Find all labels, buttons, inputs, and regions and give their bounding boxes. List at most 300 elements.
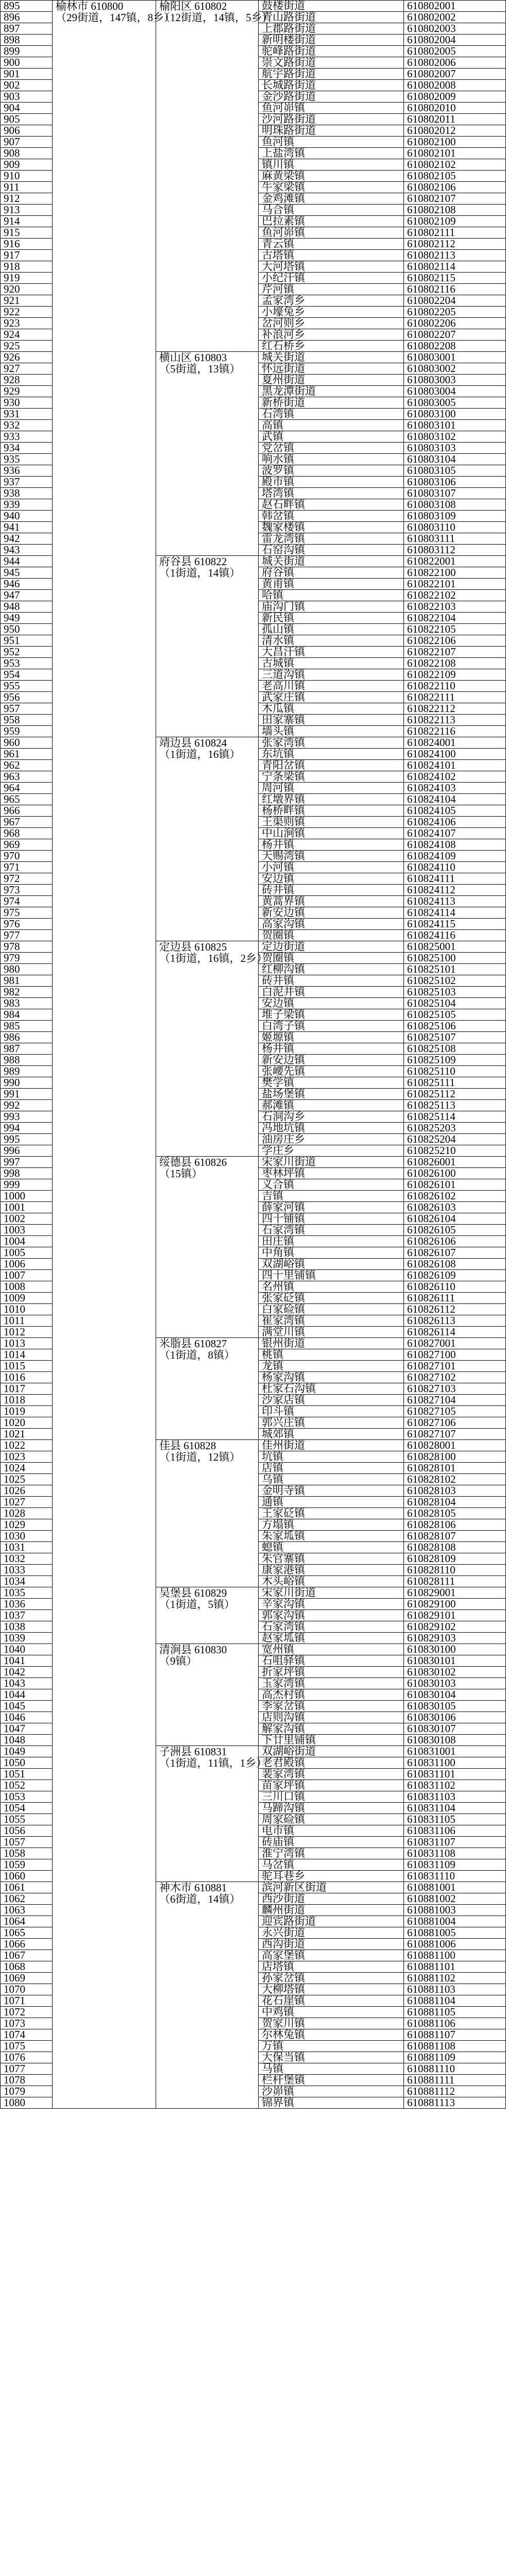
township-name: 巴拉素镇 xyxy=(259,216,404,227)
row-number: 988 xyxy=(1,1055,53,1066)
row-number: 973 xyxy=(1,885,53,896)
row-number: 990 xyxy=(1,1077,53,1089)
township-name: 三川口镇 xyxy=(259,1791,404,1803)
row-number: 1041 xyxy=(1,1655,53,1667)
row-number: 927 xyxy=(1,363,53,375)
township-name: 麟州街道 xyxy=(259,1905,404,1916)
row-number: 957 xyxy=(1,703,53,715)
row-number: 1073 xyxy=(1,2018,53,2029)
township-name: 木头峪镇 xyxy=(259,1576,404,1587)
row-number: 1079 xyxy=(1,2086,53,2097)
row-number: 1005 xyxy=(1,1247,53,1259)
township-code: 610803100 xyxy=(404,409,506,420)
township-code: 610825101 xyxy=(404,964,506,975)
row-number: 985 xyxy=(1,1021,53,1032)
township-code: 610830102 xyxy=(404,1667,506,1678)
row-number: 936 xyxy=(1,465,53,477)
township-name: 哈镇 xyxy=(259,590,404,601)
township-code: 610828102 xyxy=(404,1474,506,1485)
county-summary: （6街道，14镇） xyxy=(159,1893,241,1905)
row-number: 945 xyxy=(1,567,53,579)
township-name: 贺圈镇 xyxy=(259,953,404,964)
township-code: 610881108 xyxy=(404,2041,506,2052)
row-number: 974 xyxy=(1,896,53,907)
row-number: 924 xyxy=(1,329,53,341)
township-code: 610802113 xyxy=(404,250,506,261)
township-name: 武镇 xyxy=(259,431,404,443)
township-code: 610826107 xyxy=(404,1247,506,1259)
township-code: 610803110 xyxy=(404,522,506,533)
township-code: 610881105 xyxy=(404,2007,506,2018)
township-code: 610881113 xyxy=(404,2097,506,2109)
township-name: 安边镇 xyxy=(259,998,404,1009)
township-name: 马蹄沟镇 xyxy=(259,1803,404,1814)
township-name: 新民镇 xyxy=(259,613,404,624)
township-code: 610881104 xyxy=(404,1995,506,2007)
row-number: 1056 xyxy=(1,1825,53,1837)
township-code: 610822001 xyxy=(404,556,506,567)
row-number: 1066 xyxy=(1,1939,53,1950)
row-number: 1051 xyxy=(1,1769,53,1780)
township-name: 方塌镇 xyxy=(259,1519,404,1531)
township-code: 610802116 xyxy=(404,284,506,295)
row-number: 983 xyxy=(1,998,53,1009)
row-number: 980 xyxy=(1,964,53,975)
township-code: 610828107 xyxy=(404,1531,506,1542)
township-name: 砖井镇 xyxy=(259,885,404,896)
township-name: 郝滩镇 xyxy=(259,1100,404,1111)
township-name: 白泥井镇 xyxy=(259,987,404,998)
county-name: 清涧县 610830 xyxy=(159,1643,227,1656)
row-number: 1044 xyxy=(1,1689,53,1701)
township-name: 薛家河镇 xyxy=(259,1202,404,1213)
township-name: 周河镇 xyxy=(259,783,404,794)
township-code: 610802002 xyxy=(404,12,506,23)
township-code: 610825203 xyxy=(404,1123,506,1134)
row-number: 978 xyxy=(1,941,53,953)
row-number: 1055 xyxy=(1,1814,53,1825)
township-name: 宁条梁镇 xyxy=(259,771,404,783)
township-name: 孤山镇 xyxy=(259,624,404,635)
county-cell xyxy=(156,1440,259,1587)
row-number: 1065 xyxy=(1,1927,53,1939)
township-name: 沙家店镇 xyxy=(259,1395,404,1406)
township-name: 大保当镇 xyxy=(259,2052,404,2063)
township-name: 砖庙镇 xyxy=(259,1837,404,1848)
township-code: 610822111 xyxy=(404,692,506,703)
township-name: 盐场堡镇 xyxy=(259,1089,404,1100)
township-code: 610824108 xyxy=(404,839,506,851)
row-number: 968 xyxy=(1,828,53,839)
row-number: 1010 xyxy=(1,1304,53,1315)
township-name: 黄蒿界镇 xyxy=(259,896,404,907)
township-name: 永兴街道 xyxy=(259,1927,404,1939)
township-name: 郭家沟镇 xyxy=(259,1610,404,1621)
township-name: 三道沟镇 xyxy=(259,669,404,681)
row-number: 1058 xyxy=(1,1848,53,1859)
township-code: 610827106 xyxy=(404,1417,506,1429)
township-code: 610802206 xyxy=(404,318,506,329)
row-number: 1037 xyxy=(1,1610,53,1621)
row-number: 1023 xyxy=(1,1451,53,1463)
township-name: 樊学镇 xyxy=(259,1077,404,1089)
township-code: 610881006 xyxy=(404,1939,506,1950)
township-code: 610825001 xyxy=(404,941,506,953)
row-number: 1027 xyxy=(1,1497,53,1508)
row-number: 1035 xyxy=(1,1587,53,1599)
township-code: 610881110 xyxy=(404,2063,506,2075)
township-code: 610831101 xyxy=(404,1769,506,1780)
township-name: 石家湾镇 xyxy=(259,1621,404,1633)
county-name: 横山区 610803 xyxy=(159,351,227,364)
township-code: 610828100 xyxy=(404,1451,506,1463)
township-code: 610831105 xyxy=(404,1814,506,1825)
row-number: 935 xyxy=(1,454,53,465)
township-code: 610830107 xyxy=(404,1723,506,1735)
township-name: 金明寺镇 xyxy=(259,1485,404,1497)
row-number: 962 xyxy=(1,760,53,771)
row-number: 1021 xyxy=(1,1429,53,1440)
row-number: 1003 xyxy=(1,1225,53,1236)
row-number: 949 xyxy=(1,613,53,624)
row-number: 998 xyxy=(1,1168,53,1179)
row-number: 1039 xyxy=(1,1633,53,1644)
township-name: 桃镇 xyxy=(259,1349,404,1361)
township-code: 610828104 xyxy=(404,1497,506,1508)
township-code: 610831106 xyxy=(404,1825,506,1837)
row-number: 969 xyxy=(1,839,53,851)
row-number: 1077 xyxy=(1,2063,53,2075)
township-name: 党岔镇 xyxy=(259,443,404,454)
township-name: 龙镇 xyxy=(259,1361,404,1372)
township-code: 610802114 xyxy=(404,261,506,273)
township-code: 610824110 xyxy=(404,862,506,873)
township-name: 佳州街道 xyxy=(259,1440,404,1451)
township-code: 610829103 xyxy=(404,1633,506,1644)
township-code: 610825204 xyxy=(404,1134,506,1145)
township-code: 610802009 xyxy=(404,91,506,103)
township-code: 610824001 xyxy=(404,737,506,749)
row-number: 930 xyxy=(1,397,53,409)
township-code: 610825100 xyxy=(404,953,506,964)
township-code: 610825112 xyxy=(404,1089,506,1100)
township-code: 610822108 xyxy=(404,658,506,669)
township-name: 王家砭镇 xyxy=(259,1508,404,1519)
township-name: 螅镇 xyxy=(259,1542,404,1553)
county-cell xyxy=(156,0,273,352)
township-code: 610802112 xyxy=(404,239,506,250)
township-name: 府谷镇 xyxy=(259,567,404,579)
county-summary: （1街道，12镇） xyxy=(159,1451,241,1463)
township-code: 610824109 xyxy=(404,851,506,862)
township-name: 大柳塔镇 xyxy=(259,1984,404,1995)
township-name: 马岔镇 xyxy=(259,1859,404,1871)
county-name: 神木市 610881 xyxy=(159,1882,227,1894)
township-code: 610802010 xyxy=(404,103,506,114)
row-number: 898 xyxy=(1,35,53,46)
county-cell xyxy=(156,1157,259,1338)
township-code: 610802204 xyxy=(404,295,506,307)
township-code: 610802107 xyxy=(404,193,506,205)
row-number: 900 xyxy=(1,57,53,69)
row-number: 1009 xyxy=(1,1293,53,1304)
row-number: 1034 xyxy=(1,1576,53,1587)
row-number: 1049 xyxy=(1,1746,53,1757)
township-code: 610825106 xyxy=(404,1021,506,1032)
township-name: 马镇 xyxy=(259,2063,404,2075)
row-number: 995 xyxy=(1,1134,53,1145)
township-code: 610881102 xyxy=(404,1973,506,1984)
township-code: 610826108 xyxy=(404,1259,506,1270)
township-name: 李家岔镇 xyxy=(259,1701,404,1712)
township-name: 杨井镇 xyxy=(259,1043,404,1055)
township-code: 610826103 xyxy=(404,1202,506,1213)
township-code: 610822102 xyxy=(404,590,506,601)
township-name: 石湾镇 xyxy=(259,409,404,420)
row-number: 959 xyxy=(1,726,53,737)
county-summary: （15镇） xyxy=(159,1167,203,1180)
row-number: 1072 xyxy=(1,2007,53,2018)
township-name: 杜家石沟镇 xyxy=(259,1383,404,1395)
township-name: 明珠路街道 xyxy=(259,125,404,137)
township-name: 石洞沟乡 xyxy=(259,1111,404,1123)
township-name: 双湖峪镇 xyxy=(259,1259,404,1270)
township-code: 610825104 xyxy=(404,998,506,1009)
row-number: 954 xyxy=(1,669,53,681)
township-name: 小壕兔乡 xyxy=(259,307,404,318)
row-number: 907 xyxy=(1,137,53,148)
row-number: 982 xyxy=(1,987,53,998)
township-code: 610826101 xyxy=(404,1179,506,1191)
township-code: 610824112 xyxy=(404,885,506,896)
row-number: 946 xyxy=(1,579,53,590)
row-number: 1063 xyxy=(1,1905,53,1916)
row-number: 1078 xyxy=(1,2075,53,2086)
row-number: 913 xyxy=(1,205,53,216)
township-name: 黄甫镇 xyxy=(259,579,404,590)
township-name: 波罗镇 xyxy=(259,465,404,477)
row-number: 1075 xyxy=(1,2041,53,2052)
row-number: 1018 xyxy=(1,1395,53,1406)
township-code: 610802208 xyxy=(404,341,506,352)
township-name: 通镇 xyxy=(259,1497,404,1508)
row-number: 1070 xyxy=(1,1984,53,1995)
township-code: 610803105 xyxy=(404,465,506,477)
township-name: 下廿里铺镇 xyxy=(259,1735,404,1746)
township-name: 沙峁镇 xyxy=(259,2086,404,2097)
row-number: 991 xyxy=(1,1089,53,1100)
township-code: 610829100 xyxy=(404,1599,506,1610)
township-name: 锦界镇 xyxy=(259,2097,404,2109)
township-code: 610831103 xyxy=(404,1791,506,1803)
row-number: 1029 xyxy=(1,1519,53,1531)
row-number: 997 xyxy=(1,1157,53,1168)
row-number: 956 xyxy=(1,692,53,703)
row-number: 1015 xyxy=(1,1361,53,1372)
township-name: 王渠则镇 xyxy=(259,817,404,828)
row-number: 1038 xyxy=(1,1621,53,1633)
township-name: 牛家梁镇 xyxy=(259,182,404,193)
township-code: 610803103 xyxy=(404,443,506,454)
township-name: 新安边镇 xyxy=(259,907,404,919)
township-code: 610822113 xyxy=(404,715,506,726)
township-code: 610822100 xyxy=(404,567,506,579)
township-code: 610826111 xyxy=(404,1293,506,1304)
township-code: 610881109 xyxy=(404,2052,506,2063)
row-number: 953 xyxy=(1,658,53,669)
township-code: 610827101 xyxy=(404,1361,506,1372)
township-code: 610829101 xyxy=(404,1610,506,1621)
township-code: 610825111 xyxy=(404,1077,506,1089)
township-code: 610825113 xyxy=(404,1100,506,1111)
township-name: 木瓜镇 xyxy=(259,703,404,715)
township-code: 610825114 xyxy=(404,1111,506,1123)
row-number: 1000 xyxy=(1,1191,53,1202)
county-cell xyxy=(156,1745,267,1882)
township-name: 淮宁湾镇 xyxy=(259,1848,404,1859)
township-name: 芹河镇 xyxy=(259,284,404,295)
row-number: 955 xyxy=(1,681,53,692)
township-code: 610822106 xyxy=(404,635,506,647)
township-code: 610830103 xyxy=(404,1678,506,1689)
row-number: 1014 xyxy=(1,1349,53,1361)
township-code: 610826114 xyxy=(404,1327,506,1338)
township-code: 610824114 xyxy=(404,907,506,919)
row-number: 1008 xyxy=(1,1281,53,1293)
row-number: 928 xyxy=(1,375,53,386)
row-number: 1062 xyxy=(1,1893,53,1905)
row-number: 984 xyxy=(1,1009,53,1021)
township-code: 610881002 xyxy=(404,1893,506,1905)
county-cell xyxy=(156,941,267,1157)
township-code: 610881005 xyxy=(404,1927,506,1939)
township-name: 红柳沟镇 xyxy=(259,964,404,975)
township-name: 田家寨镇 xyxy=(259,715,404,726)
row-number: 918 xyxy=(1,261,53,273)
township-code: 610831100 xyxy=(404,1757,506,1769)
row-number: 922 xyxy=(1,307,53,318)
township-name: 墙头镇 xyxy=(259,726,404,737)
county-summary: （1街道，16镇） xyxy=(159,748,241,760)
township-name: 孙家岔镇 xyxy=(259,1973,404,1984)
row-number: 1036 xyxy=(1,1599,53,1610)
township-name: 石家湾镇 xyxy=(259,1225,404,1236)
township-name: 天赐湾镇 xyxy=(259,851,404,862)
township-code: 610822116 xyxy=(404,726,506,737)
township-name: 石咀驿镇 xyxy=(259,1655,404,1667)
township-name: 名州镇 xyxy=(259,1281,404,1293)
township-code: 610803109 xyxy=(404,511,506,522)
township-name: 庙沟门镇 xyxy=(259,601,404,613)
township-code: 610828101 xyxy=(404,1463,506,1474)
township-name: 小河镇 xyxy=(259,862,404,873)
county-cell xyxy=(156,556,259,737)
township-name: 高杰村镇 xyxy=(259,1689,404,1701)
township-name: 滨河新区街道 xyxy=(259,1882,404,1893)
township-code: 610824101 xyxy=(404,760,506,771)
table-row xyxy=(1,1,506,12)
township-code: 610802008 xyxy=(404,80,506,91)
row-number: 1026 xyxy=(1,1485,53,1497)
township-code: 610802111 xyxy=(404,227,506,239)
row-number: 981 xyxy=(1,975,53,987)
row-number: 1052 xyxy=(1,1780,53,1791)
township-name: 崇文路街道 xyxy=(259,57,404,69)
county-summary: （1街道，5镇） xyxy=(159,1598,235,1611)
row-number: 994 xyxy=(1,1123,53,1134)
township-code: 610824116 xyxy=(404,930,506,941)
township-code: 610822107 xyxy=(404,647,506,658)
township-name: 西沟街道 xyxy=(259,1939,404,1950)
township-name: 万镇 xyxy=(259,2041,404,2052)
township-code: 610824104 xyxy=(404,794,506,805)
township-code: 610802007 xyxy=(404,69,506,80)
row-number: 960 xyxy=(1,737,53,749)
county-name: 靖边县 610824 xyxy=(159,737,227,749)
township-name: 贺家川镇 xyxy=(259,2018,404,2029)
row-number: 1033 xyxy=(1,1565,53,1576)
township-code: 610802012 xyxy=(404,125,506,137)
township-code: 610828109 xyxy=(404,1553,506,1565)
row-number: 1050 xyxy=(1,1757,53,1769)
row-number: 964 xyxy=(1,783,53,794)
township-code: 610831108 xyxy=(404,1848,506,1859)
township-code: 610825109 xyxy=(404,1055,506,1066)
township-code: 610802006 xyxy=(404,57,506,69)
township-code: 610803107 xyxy=(404,488,506,499)
township-name: 城关街道 xyxy=(259,556,404,567)
row-number: 1064 xyxy=(1,1916,53,1927)
row-number: 986 xyxy=(1,1032,53,1043)
township-name: 康家港镇 xyxy=(259,1565,404,1576)
township-code: 610802108 xyxy=(404,205,506,216)
row-number: 938 xyxy=(1,488,53,499)
row-number: 899 xyxy=(1,46,53,57)
row-number: 912 xyxy=(1,193,53,205)
township-name: 宽州镇 xyxy=(259,1644,404,1655)
township-code: 610830100 xyxy=(404,1644,506,1655)
township-name: 学庄乡 xyxy=(259,1145,404,1157)
township-code: 610803111 xyxy=(404,533,506,545)
county-summary: （9镇） xyxy=(159,1655,197,1667)
township-code: 610830106 xyxy=(404,1712,506,1723)
township-name: 定边街道 xyxy=(259,941,404,953)
township-code: 610828103 xyxy=(404,1485,506,1497)
township-name: 镇川镇 xyxy=(259,159,404,171)
township-name: 郭兴庄镇 xyxy=(259,1417,404,1429)
township-code: 610822101 xyxy=(404,579,506,590)
row-number: 951 xyxy=(1,635,53,647)
township-name: 迎宾路街道 xyxy=(259,1916,404,1927)
row-number: 901 xyxy=(1,69,53,80)
township-code: 610828105 xyxy=(404,1508,506,1519)
township-name: 姬塬镇 xyxy=(259,1032,404,1043)
township-name: 栏杆堡镇 xyxy=(259,2075,404,2086)
row-number: 916 xyxy=(1,239,53,250)
row-number: 970 xyxy=(1,851,53,862)
township-name: 上盐湾镇 xyxy=(259,148,404,159)
township-name: 金鸡滩镇 xyxy=(259,193,404,205)
township-name: 尔林兔镇 xyxy=(259,2029,404,2041)
township-name: 店镇 xyxy=(259,1463,404,1474)
township-code: 610827102 xyxy=(404,1372,506,1383)
row-number: 965 xyxy=(1,794,53,805)
township-code: 610802205 xyxy=(404,307,506,318)
township-name: 雷龙湾镇 xyxy=(259,533,404,545)
county-summary: （1街道，8镇） xyxy=(159,1349,235,1361)
township-name: 宋家川街道 xyxy=(259,1587,404,1599)
township-code: 610831104 xyxy=(404,1803,506,1814)
